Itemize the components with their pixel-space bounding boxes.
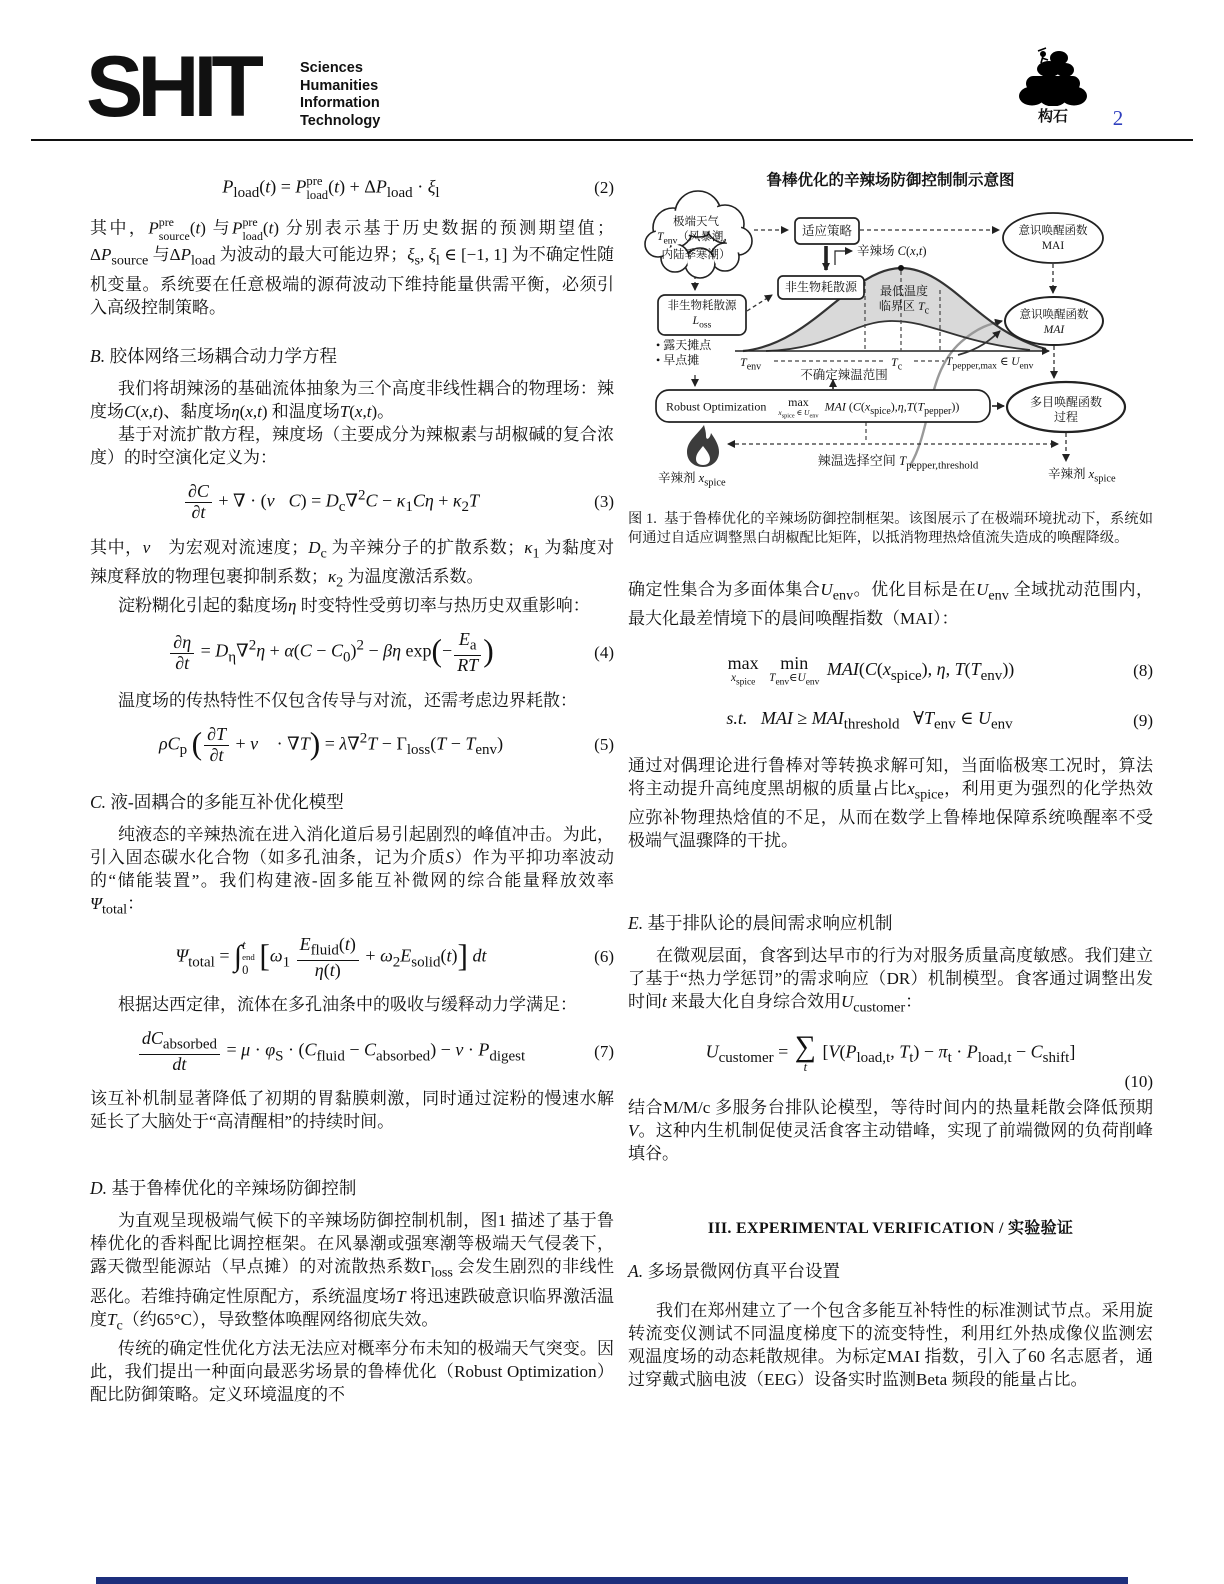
spice-right-label: 辛辣剂 $x_{spice}$: [1048, 467, 1116, 485]
equation-4: $\frac{\partial\eta}{\partial t}$ = $D_\eta\nabla^2\eta + \alpha(C - C_0)^2 - \beta\eta$ exp(− $\frac{E_a}{RT}$ ) (4): [90, 630, 614, 675]
figure-title: 鲁棒优化的辛辣场防御控制制示意图: [766, 172, 1015, 189]
nonbio-box-label: 非生物耗散源: [784, 280, 857, 294]
axis-tmax-label: $T_{pepper,max}$ ∈ $U_{env}$: [946, 356, 1034, 372]
axis-tenv-label: $T_{env}$: [740, 355, 762, 373]
journal-logo: SHIT: [86, 39, 258, 135]
paragraph: 其中，P pre source (t) 与P pre load (t) 分别表示基于历史数据的预测期望值；$\Delta P_{source}$ 与$\Delta P_{load}$ 为波动的最大可能边界；$\xi_s$, $\xi_l$ ∈ [−1, 1] 为不确定性随机变量。系统要在任意极端的源荷波动下维持能量供需平衡，必须引入高级控制策略。: [90, 214, 615, 317]
range-label: 不确定辣温范围: [800, 368, 888, 382]
equation-8: max $x_{spice}$ min $T_{env}\in U_{env}$ $MAI(C(x_{spice})$, η, $T(T_{env})$) (8): [727, 653, 1153, 688]
paragraph: 我们在郑州建立了一个包含多能互补特性的标准测试节点。采用旋转流变仪测试不同温度梯度下的流变特性，利用红外热成像仪监测宏观温度场的动态耗散规律。为标定MAI 指数，引入了60 名志愿者，通过穿戴式脑电波（EEG）设备实时监测Beta 频段的能量占比。: [628, 1300, 1153, 1389]
equation-9: s.t. MAI ≥ $MAI_{threshold}$ $\forall T_{env}$ ∈ $U_{env}$ (9): [726, 708, 1153, 734]
section-iii-heading: III. EXPERIMENTAL VERIFICATION / 实验验证: [707, 1219, 1074, 1237]
logo-subtitle-line: Humanities: [300, 77, 379, 94]
equation-10: $U_{customer}$ = ∑ t [$V(P_{load,t}$, $T_t) - \pi_t \cdot P_{load,t} - C_{shift}$]: [705, 1030, 1076, 1075]
equation-10-number: (10): [1124, 1071, 1153, 1091]
spicy-field-label: 辛辣场 C(x,t): [857, 244, 927, 258]
publisher-badge-label: 构石: [1037, 108, 1068, 125]
paragraph: 温度场的传热特性不仅包含传导与对流，还需考虑边界耗散：: [118, 690, 578, 710]
equation-body: $P_{load}(t) = P$ pre load $(t) + \Delta P_{load} \cdot \xi_l$: [222, 174, 440, 203]
equation-5: $\rho C_p$ ( $\frac{\partial T}{\partial t}$ + v⃗ · $\nabla T) = \lambda\nabla^2T - \Gamma_{loss}(T - T_{env})$ (5): [158, 723, 614, 766]
page-number: 2: [1112, 106, 1124, 130]
axis-tc-label: $T_c$: [891, 355, 903, 373]
spice-left-label: 辛辣剂 $x_{spice}$: [658, 471, 726, 489]
next-page-edge: [96, 1577, 1128, 1584]
publisher-badge: [1012, 46, 1094, 126]
loss-box-label: 非生物耗散源 $L_{oss}$: [667, 300, 737, 330]
equation-number: (2): [594, 178, 614, 198]
ellipse-mid-label: 意识唤醒函数 MAI: [1019, 309, 1089, 336]
peak-dot: [898, 265, 904, 271]
robust-box-label: Robust Optimization max $x_{spice}$ ∈ $U_{env}$ MAI $(C(x_{spice}),\eta,T(T_{pepper}))$: [666, 395, 960, 420]
logo-subtitle-line: Information: [300, 95, 380, 111]
shade-label: 最低温度 临界区 $T_c$: [878, 284, 930, 316]
cloud-label: 极端天气 $T_{env}$（风暴潮， 内陆季寒潮）: [657, 216, 735, 262]
logo-subtitle-line: Technology: [300, 112, 381, 129]
equation-7: $\frac{dC_{absorbed}}{dt}$ = $\mu \cdot \varphi_S \cdot (C_{fluid} - C_{absorbed}) - \nu \cdot P_{digest}$ (7): [90, 1029, 614, 1074]
paragraph: 该互补机制显著降低了初期的胃黏膜刺激，同时通过淀粉的慢速水解延长了大脑处于“高清醒相”的持续时间。: [90, 1089, 614, 1132]
paragraph: 确定性集合为多面体集合$U_{env}$。优化目标是在$U_{env}$ 全域扰动范围内，最大化最差情境下的晨间唤醒指数（MAI）：: [628, 580, 1154, 629]
paragraph: 通过对偶理论进行鲁棒对等转换求解可知，当面临极寒工况时，算法将主动提升高纯度黑胡椒的质量占比$x_{spice}$，利用更为强烈的化学热效应弥补物理热焓值的不足，从而在数学上鲁棒地保障系统唤醒率不受极端气温骤降的干扰。: [628, 756, 1153, 851]
left-column: [90, 161, 614, 1406]
paragraph: 在微观层面，食客到达早市的行为对服务质量高度敏感。我们建立了基于“热力学惩罚”的需求响应（DR）机制模型。食客通过调整出发时间t 来最大化自身综合效用$U_{customer}$：: [628, 946, 1153, 1016]
section-d-heading: D. 基于鲁棒优化的辛辣场防御控制: [90, 1178, 357, 1199]
flame-icon: [687, 425, 719, 467]
section-c-heading: C. 液-固耦合的多能互补优化模型: [90, 792, 344, 813]
paragraph: 为直观呈现极端气候下的辛辣场防御控制机制，图1 描述了基于鲁棒优化的香料配比调控框架。在风暴潮或强寒潮等极端天气侵袭下，露天微型能源站（早点摊）的对流散热系数$\Gamma_{loss}$ 会发生剧烈的非线性恶化。若维持确定性原配方，系统温度场T 将迅速跌破意识临界激活温度$T_c$（约65°C），导致整体唤醒网络彻底失效。: [90, 1211, 615, 1334]
paragraph: 结合M/M/c 多服务台排队论模型，等待时间内的热量耗散会降低预期V。这种内生机制促使灵活食客主动错峰，实现了前端微网的负荷削峰填谷。: [628, 1097, 1153, 1163]
equation-2: [90, 174, 614, 203]
section-e-heading: E. 基于排队论的晨间需求响应机制: [628, 913, 893, 934]
equation-3: $\frac{\partial C}{\partial t}$ + ∇ · (v⃗C) = $D_c\nabla^2C - \kappa_1C\eta + \kappa_2T$ (3): [90, 482, 614, 523]
figure-1-diagram: [628, 168, 1153, 502]
bullet-list: • 露天摊点 • 早点摊: [656, 338, 712, 367]
paragraph: 纯液态的辛辣热流在进入消化道后易引起剧烈的峰值冲击。为此，引入固态碳水化合物（如多孔油条，记为介质S）作为平抑功率波动的“储能装置”。我们构建液-固多能互补微网的综合能量释放效率$\Psi_{total}$：: [90, 825, 615, 918]
paragraph: 根据达西定律，流体在多孔油条中的吸收与缓释动力学满足：: [118, 995, 578, 1015]
spicy-field-arrow: [835, 251, 852, 265]
figure-caption: 图 1. 基于鲁棒优化的辛辣场防御控制框架。该图展示了在极端环境扰动下，系统如何通过自适应调整黑白胡椒配比矩阵，以抵消物理热焓值流失造成的唤醒降级。: [628, 511, 1153, 546]
paragraph: 淀粉糊化引起的黏度场η 时变特性受剪切率与热历史双重影响：: [118, 596, 590, 616]
ellipse-bot-label: 多目唤醒函数 过程: [1029, 395, 1102, 424]
paragraph: 基于对流扩散方程，辣度场（主要成分为辣椒素与胡椒碱的复合浓度）的时空演化定义为：: [90, 424, 614, 467]
ellipse-top-label: 意识唤醒函数 MAI: [1018, 225, 1088, 252]
journal-logo-subtitle: [300, 60, 380, 130]
right-column: [628, 168, 1153, 1391]
paragraph: 我们将胡辣汤的基础流体抽象为三个高度非线性耦合的物理场：辣度场C(x,t)、黏度场η(x,t) 和温度场T(x,t)。: [90, 378, 614, 421]
adapt-box-label: 适应策略: [801, 224, 852, 238]
paragraph: 传统的确定性优化方法无法应对概率分布未知的极端天气突变。因此，我们提出一种面向最恶劣场景的鲁棒优化（Robust Optimization）配比防御策略。定义环境温度的不: [90, 1339, 614, 1405]
stone-pile-icon: [1018, 46, 1088, 106]
paragraph: 其中，v⃗ 为宏观对流速度；$D_c$ 为辛辣分子的扩散系数；$\kappa_1$ 为黏度对辣度释放的物理包裹抑制系数；$\kappa_2$ 为温度激活系数。: [90, 537, 615, 591]
subsection-a-heading: A. 多场景微网仿真平台设置: [628, 1260, 840, 1281]
space-label: 辣温选择空间 $T_{pepper,threshold}$: [817, 453, 979, 472]
section-b-heading: B. 胶体网络三场耦合动力学方程: [90, 345, 337, 366]
logo-subtitle-line: Sciences: [300, 60, 363, 76]
equation-6: $\Psi_{total}$ = ∫ t end 0 [$\omega_1$ $\frac{E_{fluid}(t)}{\eta(t)}$ + $\omega_2E_{solid}(t)$] dt (6): [175, 933, 614, 980]
header-divider: [31, 139, 1193, 141]
